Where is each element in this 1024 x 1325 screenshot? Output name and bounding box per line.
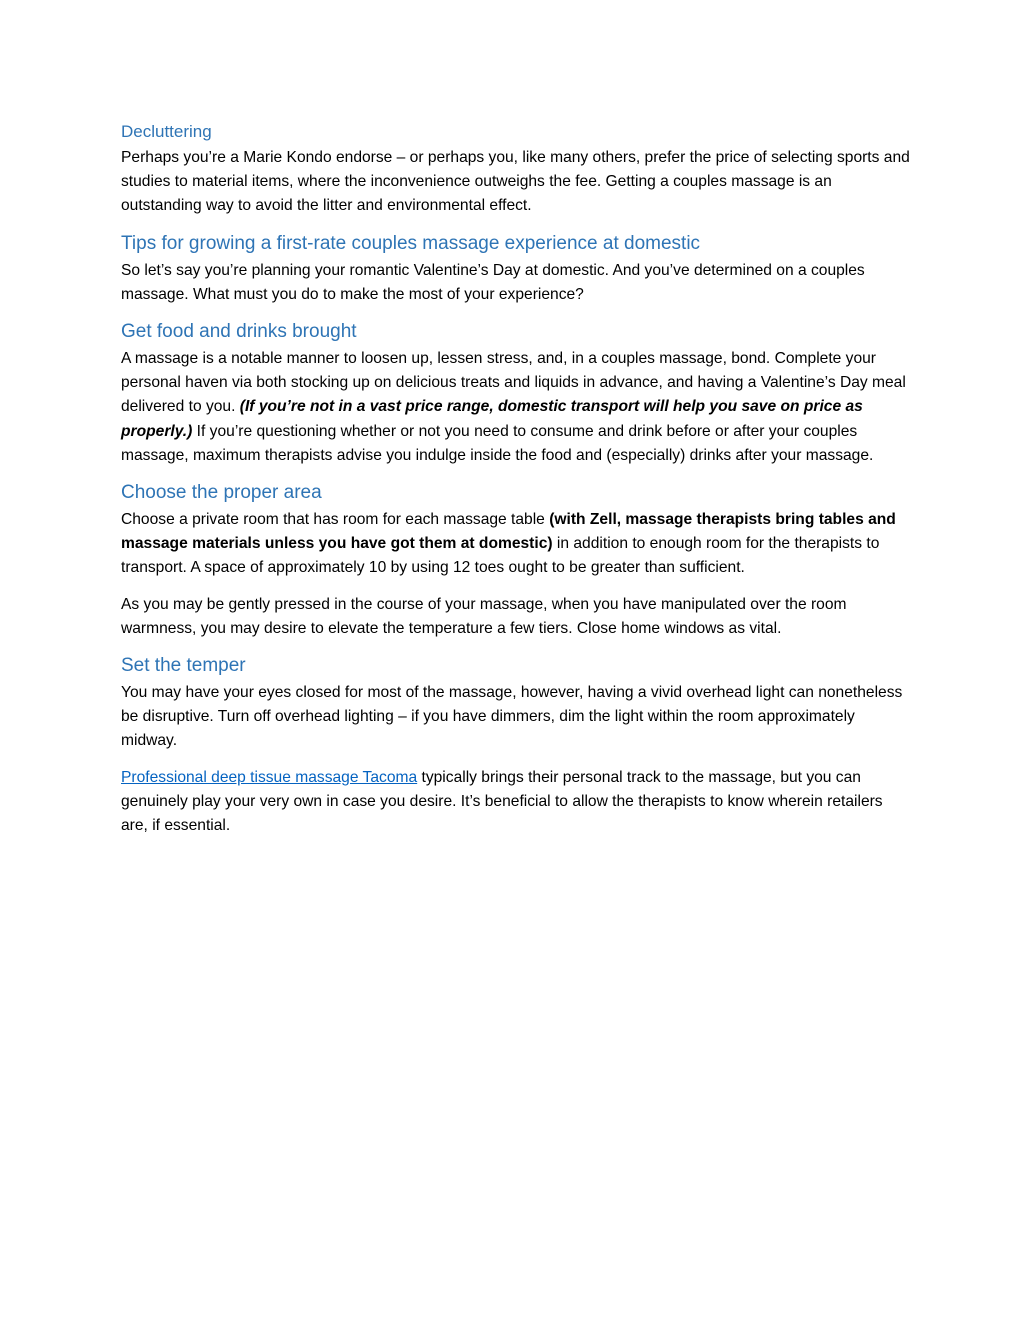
paragraph-temper-music: [121, 766, 911, 839]
paragraph-area-bold: (with Zell, massage therapists bring tables and massage materials unless you have got them at domestic): [121, 511, 896, 553]
deep-tissue-massage-link[interactable]: Professional deep tissue massage Tacoma: [121, 768, 418, 786]
paragraph-food: [121, 347, 911, 468]
paragraph-area-end: in addition to enough room for the therapists to transport. A space of approximately 10 by using 12 toes ought to be greater than sufficient.: [121, 535, 880, 577]
paragraph-food-emphasis: (If you’re not in a vast price range, domestic transport will help you save on price as properly.): [121, 398, 863, 440]
paragraph-temper-music-text: typically brings their personal track to the massage, but you can genuinely play your very own in case you desire. It’s beneficial to allow the therapists to know wherein retailers are, if essential.: [121, 768, 883, 835]
heading-food: Get food and drinks brought: [121, 321, 357, 343]
heading-area: Choose the proper area: [121, 482, 322, 504]
heading-temper: Set the temper: [121, 655, 246, 677]
paragraph-area-start: Choose a private room that has room for each massage table: [121, 511, 550, 529]
paragraph-food-start: A massage is a notable manner to loosen up, lessen stress, and, in a couples massage, bond. Complete your personal haven via both stocking up on delicious treats and liquids in advance, and having a Valentine’s Day meal delivered to you.: [121, 350, 906, 416]
document-page: [121, 118, 911, 838]
paragraph-food-end: If you’re questioning whether or not you need to consume and drink before or after your couples massage, maximum therapists advise you indulge inside the food and (especially) drinks after your massage.: [121, 422, 874, 464]
paragraph-decluttering: Perhaps you’re a Marie Kondo endorse – or perhaps you, like many others, prefer the price of selecting sports and studies to material items, where the inconvenience outweighs the fee. Getting a couples massage is an outstanding way to avoid the litter and environmental effect.: [121, 149, 910, 215]
heading-decluttering: Decluttering: [121, 122, 212, 141]
paragraph-area-temperature: As you may be gently pressed in the course of your massage, when you have manipulated over the room warmness, you may desire to elevate the temperature a few tiers. Close home windows as vital.: [121, 595, 847, 637]
heading-tips: Tips for growing a first-rate couples massage experience at domestic: [121, 232, 701, 254]
paragraph-temper: You may have your eyes closed for most of the massage, however, having a vivid overhead light can nonetheless be disruptive. Turn off overhead lighting – if you have dimmers, dim the light within the room approximately midway.: [121, 684, 903, 750]
paragraph-area: [121, 508, 911, 581]
paragraph-tips: So let’s say you’re planning your romantic Valentine’s Day at domestic. And you’ve determined on a couples massage. What must you do to make the most of your experience?: [121, 261, 865, 303]
